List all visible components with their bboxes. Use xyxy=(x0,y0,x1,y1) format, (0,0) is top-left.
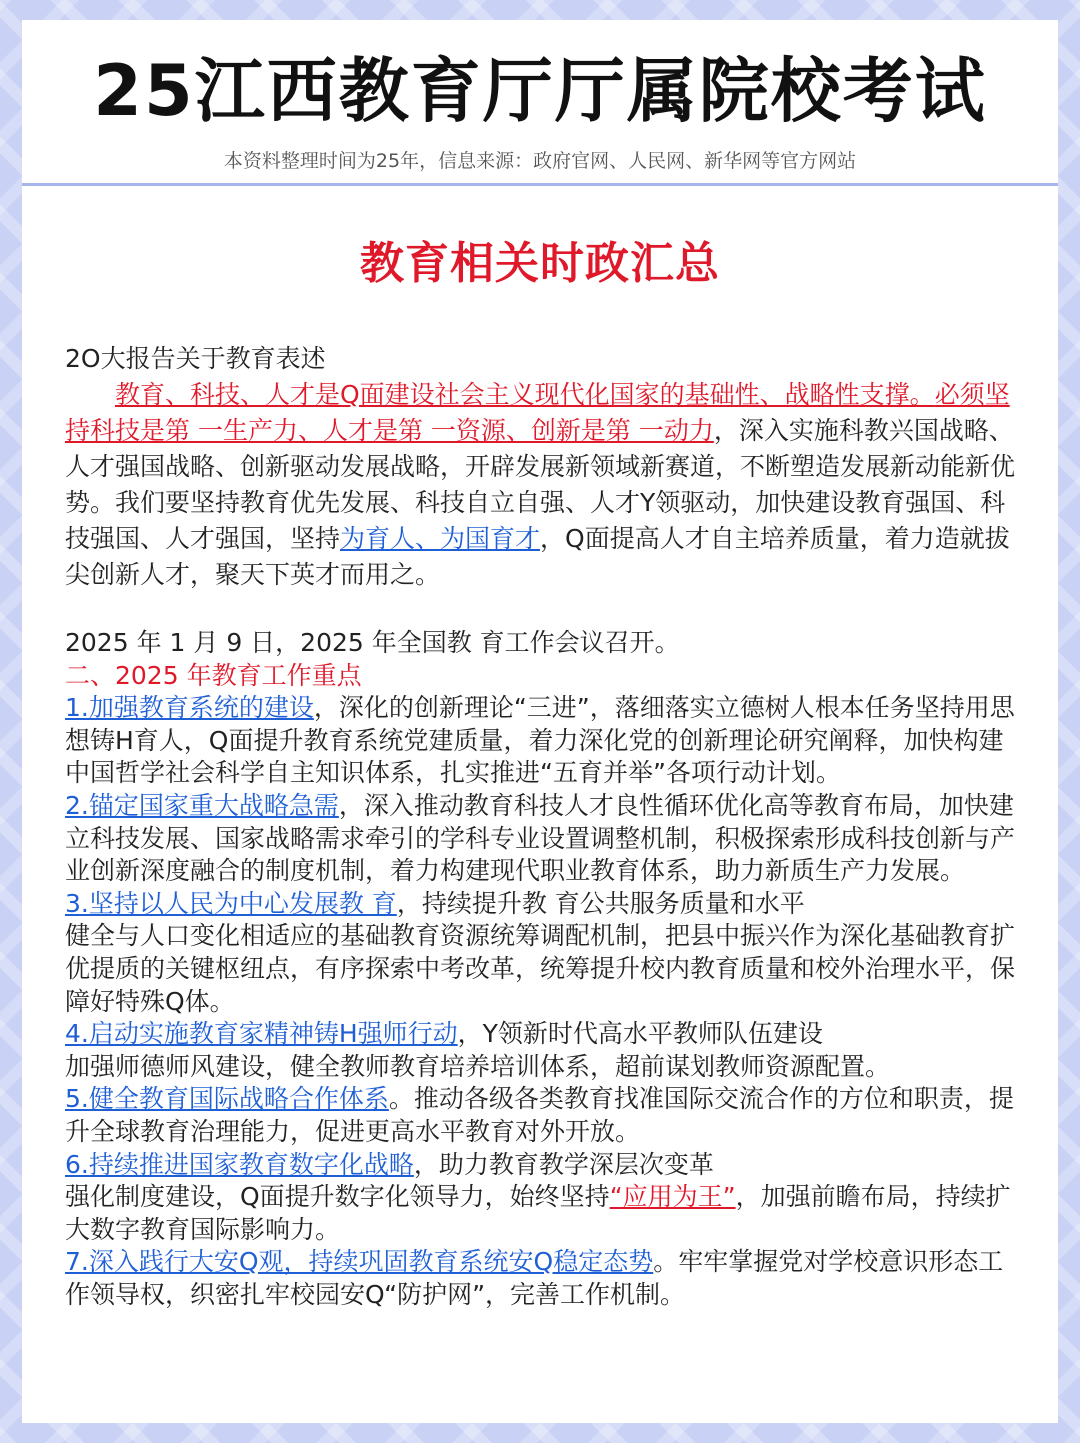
list-item xyxy=(65,1246,1015,1311)
item-text-a: 强化制度建设，Q面提升数字化领导力，始终坚持 xyxy=(65,1182,610,1212)
meeting-heading: 二、2025 年教育工作重点 xyxy=(65,660,362,690)
meeting-date-line: 2025 年 1 月 9 日，2025 年全国教 育工作会议召开。 xyxy=(65,628,680,657)
section-title: 教育相关时政汇总 xyxy=(360,238,720,289)
item-lead: ，Y领新时代高水平教师队伍建设 xyxy=(457,1019,823,1049)
report-highlight-1: 教育、科技、人才是Q面建设社会主义现代化国家的基础性、战略性支撑。 xyxy=(115,380,935,409)
list-item xyxy=(65,1018,1015,1051)
item-link-5[interactable]: 5.健全教育国际战略合作体系 xyxy=(65,1084,389,1114)
item-link-2[interactable]: 2.锚定国家重大战略急需 xyxy=(65,790,339,820)
item-text: ，深入推动教育科技人才良性循环优化高等教育布局，加快建立科技发展、国家战略需求牵引的学科专业设置调整机制，积极探索形成科技创新与产业创新深度融合的制度机制，着力构建现代职业教育体系，助力新质生产力发展。 xyxy=(65,790,1016,886)
report-paragraph xyxy=(65,377,1015,593)
list-item xyxy=(65,888,1015,921)
list-item-body: 加强师德师风建设，健全教师教育培养培训体系，超前谋划教师资源配置。 xyxy=(65,1051,891,1081)
report-link[interactable]: 为育人、为国育才 xyxy=(340,524,541,553)
item-text: 。推动各级各类教育找准国际交流合作的方位和职责，提升全球教育治理能力，促进更高水平教育对外开放。 xyxy=(65,1084,1014,1146)
report-block xyxy=(65,341,1015,593)
list-item xyxy=(65,1149,1015,1182)
item-link-7[interactable]: 7.深入践行大安Q观，持续巩固教育系统安Q稳定态势 xyxy=(65,1247,654,1277)
page-title: 25江西教育厅厅属院校考试 xyxy=(93,50,987,132)
list-item-body: 健全与人口变化相适应的基础教育资源统筹调配机制，把县中振兴作为深化基础教育扩优提质的关键枢纽点，有序探索中考改革，统筹提升校内教育质量和校外治理水平，保障好特殊Q体。 xyxy=(65,921,1016,1016)
header xyxy=(22,20,1058,186)
report-highlight-2: 必须坚持科技是第 一生产力、人才是第 一资源、创新是第 一动力 xyxy=(65,380,1010,445)
document-card xyxy=(22,20,1058,1423)
item-text: 。牢牢掌握党对学校意识形态工作领导权，织密扎牢校园安Q“防护网”，完善工作机制。 xyxy=(65,1247,1004,1309)
source-note: 本资料整理时间为25年，信息来源：政府官网、人民网、新华网等官方网站 xyxy=(223,150,857,172)
item-link-4[interactable]: 4.启动实施教育家精神铸H强师行动 xyxy=(65,1019,458,1049)
list-item xyxy=(65,1083,1015,1148)
report-text-1: ，深入实施科教兴国战略、人才强国战略、创新驱动发展战略，开辟发展新领域新赛道，不断塑造发展新动能新优势。我们要坚持教育优先发展、科技自立自强、人才Y领驱动，加快建设教育强国、科技强国、人才强国，坚持 xyxy=(65,416,1016,553)
report-heading: 2O大报告关于教育表述 xyxy=(65,344,326,373)
item-text-b: ，加强前瞻布局，持续扩大数字教育国际影响力。 xyxy=(65,1182,1011,1244)
meeting-block xyxy=(65,627,1015,1311)
list-item xyxy=(65,790,1015,888)
content xyxy=(65,341,1015,1311)
list-item xyxy=(65,692,1015,790)
item-link-1[interactable]: 1.加强教育系统的建设 xyxy=(65,693,314,723)
item-lead: ，持续提升教 育公共服务质量和水平 xyxy=(396,888,805,918)
item-link-3[interactable]: 3.坚持以人民为中心发展教 育 xyxy=(65,888,397,918)
list-item-body xyxy=(65,1181,1015,1246)
item-lead: ，助力教育教学深层次变革 xyxy=(413,1149,714,1179)
report-text-2: ，Q面提高人才自主培养质量，着力造就拔尖创新人才，聚天下英才而用之。 xyxy=(65,524,1010,589)
item-link-6[interactable]: 6.持续推进国家教育数字化战略 xyxy=(65,1149,414,1179)
item-highlight: “应用为王” xyxy=(609,1182,736,1212)
item-text: ，深化的创新理论“三进”，落细落实立德树人根本任务坚持用思想铸H育人，Q面提升教育系统党建质量，着力深化党的创新理论研究阐释，加快构建中国哲学社会科学自主知识体系，扎实推进“五育并举”各项行动计划。 xyxy=(65,693,1015,788)
